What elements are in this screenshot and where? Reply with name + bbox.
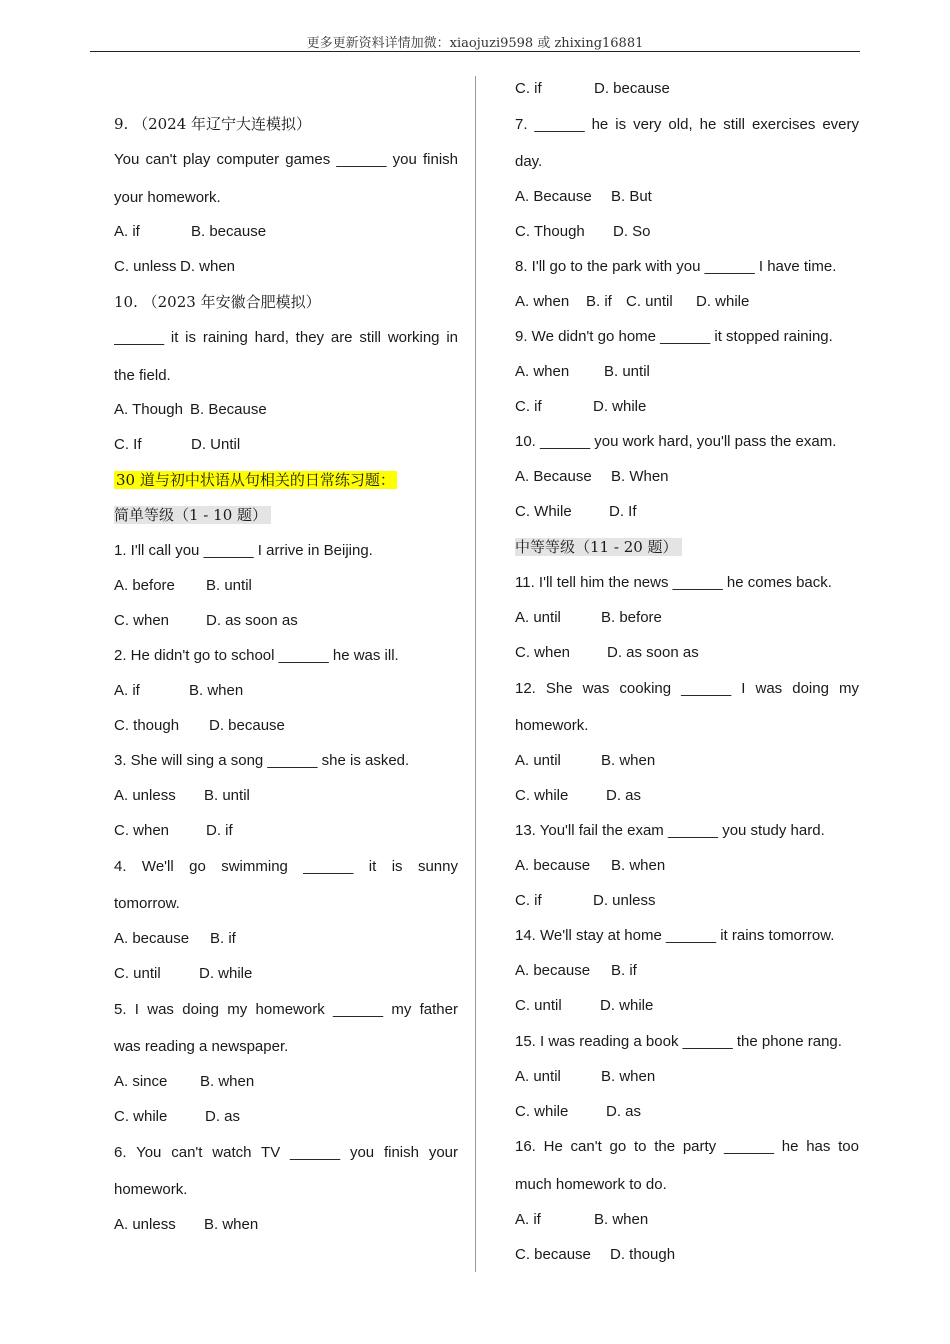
option-b: B. until <box>204 787 250 804</box>
level-heading <box>515 537 859 557</box>
option-row <box>515 397 859 417</box>
option-b: B. Because <box>190 401 267 418</box>
option-row <box>114 929 458 949</box>
option-row <box>515 891 859 911</box>
option-d: D. If <box>609 503 637 520</box>
option-row <box>515 996 859 1016</box>
option-b: B. when <box>611 857 666 874</box>
question-text: 5. I was doing my homework ______ my father <box>114 1001 458 1018</box>
question-text: tomorrow. <box>114 895 180 912</box>
option-c: C. While <box>515 503 572 520</box>
option-d: D. because <box>594 80 670 97</box>
option-row <box>114 1215 458 1235</box>
option-row <box>515 1067 859 1087</box>
question-text: 15. I was reading a book ______ the phone rang. <box>515 1033 842 1050</box>
question-text: was reading a newspaper. <box>114 1038 289 1055</box>
option-d: D. as <box>606 787 642 804</box>
option-b: B. When <box>611 468 669 485</box>
option-a: A. Because <box>515 468 592 485</box>
question-text: 16. He can't go to the party ______ he has too <box>515 1138 859 1155</box>
option-b: B. when <box>189 682 244 699</box>
option-a: A. when <box>515 293 570 310</box>
option-c: C. until <box>515 997 562 1014</box>
option-b: B. until <box>206 577 252 594</box>
level-heading-text: 简单等级（1 - 10 题） <box>114 506 271 524</box>
option-b: B. because <box>191 223 267 240</box>
option-row <box>515 187 859 207</box>
option-row <box>515 502 859 522</box>
option-row <box>114 400 458 420</box>
question-text: 2. He didn't go to school ______ he was ill. <box>114 647 399 664</box>
option-row <box>114 257 458 277</box>
option-row <box>515 1210 859 1230</box>
option-row <box>114 222 458 242</box>
question-text: 1. I'll call you ______ I arrive in Beijing. <box>114 542 373 559</box>
question-text: 3. She will sing a song ______ she is asked. <box>114 752 410 769</box>
option-row <box>114 786 458 806</box>
option-d: D. because <box>209 717 285 734</box>
option-c: C. If <box>114 436 142 453</box>
option-row <box>515 467 859 487</box>
option-b: B. if <box>611 962 637 979</box>
option-d: D. while <box>199 965 253 982</box>
option-c: C. because <box>515 1246 591 1263</box>
option-d: D. Until <box>191 436 241 453</box>
question-text: much homework to do. <box>515 1176 667 1193</box>
option-c: C. until <box>114 965 161 982</box>
option-row <box>515 222 859 242</box>
option-d: D. if <box>206 822 233 839</box>
option-row <box>114 681 458 701</box>
option-d: D. while <box>593 398 647 415</box>
question-text: your homework. <box>114 189 221 206</box>
option-c: C. while <box>515 1103 569 1120</box>
option-row <box>114 1107 458 1127</box>
option-row <box>114 821 458 841</box>
option-row <box>515 751 859 771</box>
option-row <box>114 964 458 984</box>
option-d: D. though <box>610 1246 676 1263</box>
question-text: 11. I'll tell him the news ______ he comes back. <box>515 574 832 591</box>
option-row <box>515 856 859 876</box>
option-a: A. because <box>114 930 190 947</box>
option-a: A. since <box>114 1073 168 1090</box>
option-row <box>515 643 859 663</box>
option-b: B. until <box>604 363 650 380</box>
option-row <box>114 611 458 631</box>
option-a: A. until <box>515 609 561 626</box>
option-c: C. when <box>114 822 170 839</box>
option-b: B. before <box>601 609 662 626</box>
option-a: A. when <box>515 363 570 380</box>
option-c: C. when <box>515 644 571 661</box>
question-text: 10. ______ you work hard, you'll pass the exam. <box>515 433 837 450</box>
option-a: A. if <box>114 223 140 240</box>
option-a: A. if <box>114 682 140 699</box>
option-row <box>515 961 859 981</box>
option-c: C. if <box>515 398 542 415</box>
option-c: C. unless <box>114 258 177 275</box>
option-row <box>114 435 458 455</box>
level-heading-text: 中等等级（11 - 20 题） <box>515 538 682 556</box>
option-d: D. as soon as <box>607 644 699 661</box>
header-rule <box>90 51 860 52</box>
option-d: D. as soon as <box>206 612 298 629</box>
option-d: D. as <box>205 1108 241 1125</box>
question-text: 6. You can't watch TV ______ you finish your <box>114 1144 458 1161</box>
header-contact-text: 更多更新资料详情加微：xiaojuzi9598 或 zhixing16881 <box>306 36 644 51</box>
section-title <box>114 470 458 490</box>
option-a: A. because <box>515 962 591 979</box>
question-title: 10. （2023 年安徽合肥模拟） <box>114 293 321 311</box>
option-b: B. if <box>586 293 612 310</box>
option-b: B. when <box>204 1216 259 1233</box>
question-text: 13. You'll fail the exam ______ you study hard. <box>515 822 825 839</box>
option-d: D. So <box>613 223 651 240</box>
option-c: C. though <box>114 717 180 734</box>
option-d: D. as <box>606 1103 642 1120</box>
question-title: 9. （2024 年辽宁大连模拟） <box>114 115 312 133</box>
question-text: 12. She was cooking ______ I was doing my <box>515 680 859 697</box>
option-c: C. when <box>114 612 170 629</box>
section-title-text: 30 道与初中状语从句相关的日常练习题： <box>116 471 395 489</box>
option-row <box>114 716 458 736</box>
option-a: A. unless <box>114 1216 176 1233</box>
option-c: C. until <box>626 293 673 310</box>
option-row <box>515 292 859 312</box>
question-text: day. <box>515 153 543 170</box>
option-a: A. because <box>515 857 591 874</box>
option-row <box>515 1245 859 1265</box>
option-a: A. until <box>515 1068 561 1085</box>
option-b: B. when <box>200 1073 255 1090</box>
question-text: homework. <box>515 717 589 734</box>
option-a: A. if <box>515 1211 541 1228</box>
column-divider <box>475 76 476 1272</box>
option-row <box>515 786 859 806</box>
option-c: C. if <box>515 80 542 97</box>
option-c: C. while <box>515 787 569 804</box>
question-text: 8. I'll go to the park with you ______ I have time. <box>515 258 837 275</box>
option-c: C. Though <box>515 223 585 240</box>
question-text: 7. ______ he is very old, he still exercises every <box>515 116 859 133</box>
option-b: B. when <box>601 1068 656 1085</box>
option-c: C. while <box>114 1108 168 1125</box>
option-row <box>515 608 859 628</box>
option-row <box>114 1072 458 1092</box>
question-text: the field. <box>114 367 171 384</box>
option-d: D. unless <box>593 892 656 909</box>
option-b: B. if <box>210 930 236 947</box>
option-row <box>515 362 859 382</box>
question-text: 9. We didn't go home ______ it stopped raining. <box>515 328 833 345</box>
option-a: A. until <box>515 752 561 769</box>
option-row <box>515 79 859 99</box>
option-b: B. when <box>594 1211 649 1228</box>
option-d: D. while <box>600 997 654 1014</box>
option-row <box>515 1102 859 1122</box>
option-a: A. before <box>114 577 175 594</box>
option-b: B. when <box>601 752 656 769</box>
option-row <box>114 576 458 596</box>
option-c: C. if <box>515 892 542 909</box>
question-text: 14. We'll stay at home ______ it rains tomorrow. <box>515 927 835 944</box>
question-text: homework. <box>114 1181 188 1198</box>
option-d: D. while <box>696 293 750 310</box>
option-b: B. But <box>611 188 652 205</box>
option-a: A. Though <box>114 401 183 418</box>
option-a: A. unless <box>114 787 176 804</box>
question-text: ______ it is raining hard, they are still working in <box>114 329 458 346</box>
option-d: D. when <box>180 258 236 275</box>
option-a: A. Because <box>515 188 592 205</box>
level-heading <box>114 505 458 525</box>
question-text: You can't play computer games ______ you finish <box>114 151 458 168</box>
question-text: 4. We'll go swimming ______ it is sunny <box>114 858 458 875</box>
